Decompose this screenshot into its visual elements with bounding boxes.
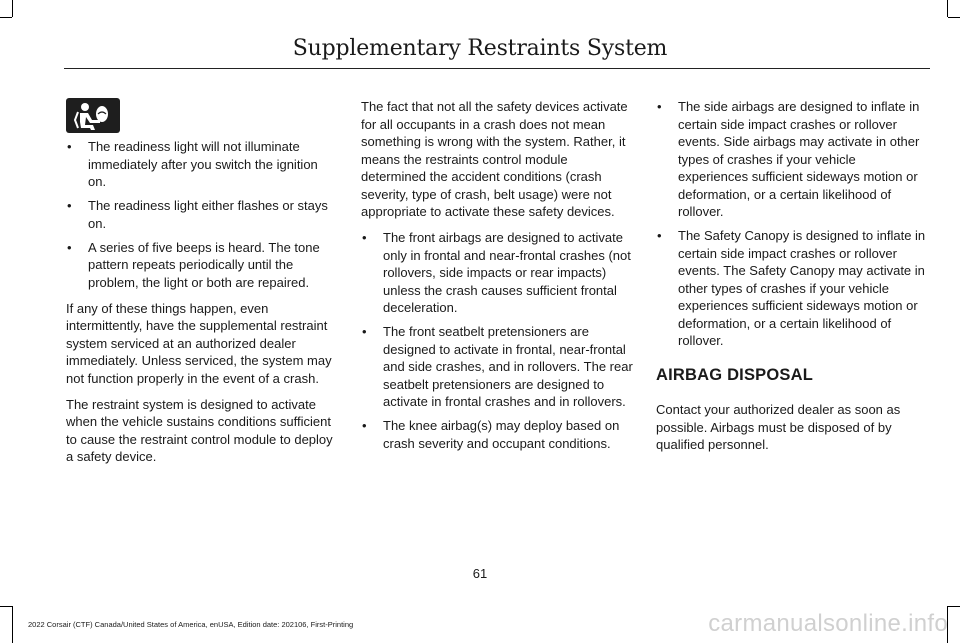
watermark: carmanualsonline.info: [708, 610, 948, 637]
list-item: • The Safety Canopy is designed to inflate in certain side impact crashes or rollover events. The Safety Canopy may activate in other types of crashes if your vehicle experiences sufficient sideways motion or deformation, or a certain likelihood of rollover.: [656, 227, 929, 350]
readiness-light-list: [66, 138, 338, 291]
list-item: • The readiness light either flashes or stays on.: [66, 197, 338, 232]
list-item: • The side airbags are designed to inflate in certain side impact crashes or rollover events. Side airbags may activate in other types of crashes if your vehicle experiences sufficient sideways motion or deformation, or a certain likelihood of rollover.: [656, 98, 929, 221]
edition-footer: 2022 Corsair (CTF) Canada/United States of America, enUSA, Edition date: 202106, First-Printing: [28, 620, 354, 629]
crop-mark: [0, 17, 12, 18]
column-2: [361, 98, 633, 461]
paragraph: If any of these things happen, even intermittently, have the supplemental restraint system serviced at an authorized dealer immediately. Unless serviced, the system may not function properly in the event of a crash.: [66, 300, 332, 386]
crop-mark: [12, 606, 13, 643]
column-1: [66, 138, 338, 474]
crop-mark: [948, 17, 960, 18]
section-heading: AIRBAG DISPOSAL: [656, 365, 814, 384]
list-item: • The front airbags are designed to activate only in frontal and near-frontal crashes (not rollovers, side impacts or rear impacts) unless the crash causes sufficient frontal deceleration.: [361, 229, 633, 317]
crop-mark: [12, 0, 13, 17]
crop-mark: [947, 0, 948, 17]
side-airbag-list: [656, 98, 929, 350]
crop-mark: [948, 606, 960, 607]
list-item: • The front seatbelt pretensioners are designed to activate in frontal, near-frontal and side crashes, and in rollovers. The rear seatbelt pretensioners are designed to activate in frontal crashes and in rollovers.: [361, 323, 633, 411]
airbag-activation-list: [361, 229, 633, 452]
list-item: • The knee airbag(s) may deploy based on crash severity and occupant conditions.: [361, 417, 633, 452]
page-title: Supplementary Restraints System: [292, 36, 668, 61]
list-item: • The readiness light will not illuminate immediately after you switch the ignition on.: [66, 138, 338, 191]
page-number: 61: [472, 566, 488, 581]
paragraph: The restraint system is designed to activate when the vehicle sustains conditions sufficient to cause the restraint control module to deploy a safety device.: [66, 396, 333, 464]
crop-mark: [0, 606, 12, 607]
paragraph: The fact that not all the safety devices activate for all occupants in a crash does not mean something is wrong with the system. Rather, it means the restraints control module determined the accident conditions (crash severity, type of crash, belt usage) were not appropriate to activate these safety devices.: [361, 99, 628, 219]
paragraph: Contact your authorized dealer as soon as possible. Airbags must be disposed of by qualified personnel.: [656, 402, 901, 452]
header-divider: [64, 68, 930, 69]
list-item: • A series of five beeps is heard. The tone pattern repeats periodically until the problem, the light or both are repaired.: [66, 239, 338, 292]
column-3: [656, 98, 929, 462]
airbag-warning-icon: [66, 98, 120, 133]
